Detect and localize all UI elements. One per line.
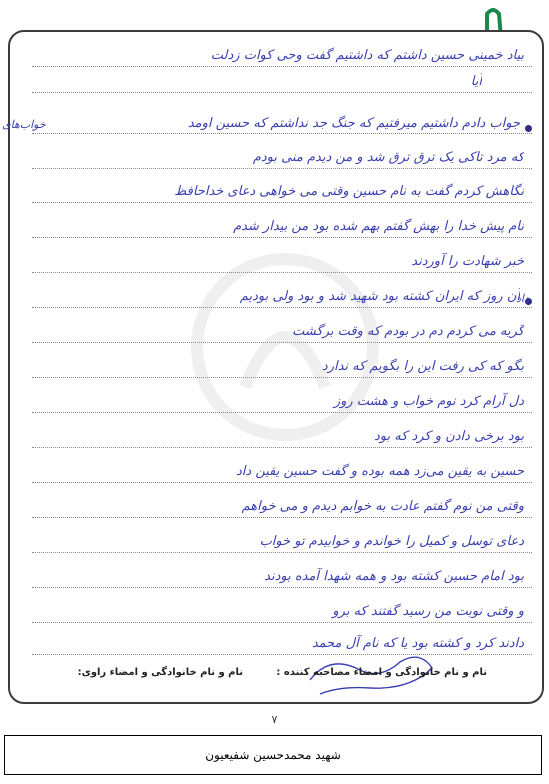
handwritten-line: و وقتی نوبت من رسید گفتند که برو [332, 604, 524, 619]
handwritten-line: دادند کرد و کشته بود یا که نام آل محمد [311, 636, 524, 651]
handwritten-line: آن روز که ایران کشته بود شهید شد و بود ولی بودیم [239, 289, 520, 304]
document-caption: شهید محمدحسین شفیعیون [4, 735, 542, 775]
handwritten-line: بیاد خمینی حسین داشتم که داشتیم گفت وحی کوات زدلت [210, 48, 524, 63]
handwritten-line: خبر شهادت را آوردند [411, 254, 524, 269]
handwritten-line: بود برخی دادن و کرد که بود [373, 429, 524, 444]
handwritten-line: گریه می کردم دم در بودم که وقت برگشت [292, 324, 524, 339]
handwritten-line: حسین به یقین می‌زد همه بوده و گفت حسین یقین داد [236, 464, 524, 479]
handwritten-line: نام پیش خدا را بهش گفتم بهم شده بود من بیدار شدم [233, 219, 524, 234]
handwritten-line: نگاهش کردم گفت به نام حسین وقتی می خواهی دعای خداحافظ [174, 184, 524, 199]
handwritten-line: وقتی من نوم گفتم عادت به خوابم دیدم و می خواهم [241, 499, 524, 514]
narrator-signature-label: نام و نام خانوادگی و امضاء راوی: [77, 667, 243, 678]
handwritten-line: بود امام حسین کشته بود و همه شهدا آمده بودند [264, 569, 524, 584]
bullet-marker [525, 125, 532, 132]
handwritten-line: آیا [470, 74, 482, 89]
handwritten-line: که مرد تاکی یک ترق ترق شد و من دیدم منی بودم [252, 150, 524, 165]
handwritten-line: جواب دادم داشتیم میرفتیم که جنگ جد نداشتم که حسین اومد [187, 116, 520, 131]
margin-note: داد [516, 292, 529, 305]
handwritten-line: دل آرام کرد نوم خواب و هشت روز [333, 394, 524, 409]
watermark-icon [185, 247, 385, 447]
handwritten-line: بگو که کی رفت این را بگویم که ندارد [321, 359, 524, 374]
page-number: ۷ [271, 713, 278, 726]
margin-note: خواب‌های [2, 118, 46, 131]
interview-page [8, 30, 544, 704]
interviewer-signature-label: نام و نام خانوادگی و امضاء مصاحبه کننده : [276, 667, 487, 678]
handwritten-line: دعای توسل و کمیل را خواندم و خوابیدم تو خواب [259, 534, 524, 549]
